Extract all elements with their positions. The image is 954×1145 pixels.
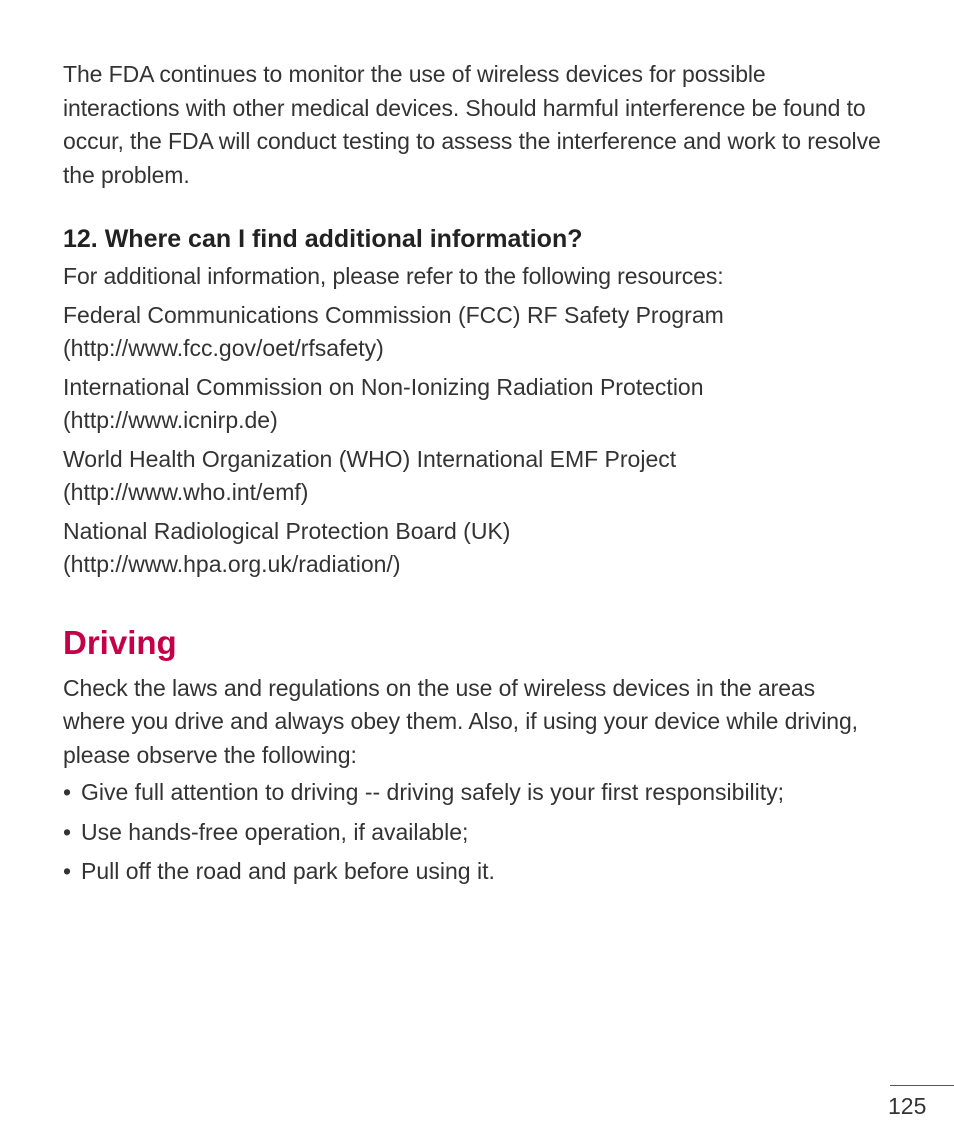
- bullet-dot: •: [63, 858, 72, 884]
- bullet-dot: •: [63, 779, 72, 805]
- resource-item-nrpb: [63, 515, 883, 582]
- page-number: 125: [888, 1093, 927, 1119]
- resource-url: (http://www.who.int/emf): [63, 479, 309, 505]
- resources-lead: For additional information, please refer to the following resources:: [63, 263, 724, 289]
- question-heading: 12. Where can I find additional information?: [63, 225, 583, 253]
- resource-name: National Radiological Protection Board (UK): [63, 517, 511, 544]
- resource-url: (http://www.icnirp.de): [63, 407, 278, 433]
- section-title-driving: Driving: [63, 623, 177, 661]
- resource-item-icnirp: [63, 371, 883, 438]
- footer-divider: [890, 1085, 954, 1086]
- bullet-text: Use hands-free operation, if available;: [81, 818, 469, 845]
- page-content: [63, 58, 883, 895]
- driving-paragraph: Check the laws and regulations on the use of wireless devices in the areas where you drive and always obey them. Also, if using your device while driving, please observe the following:: [63, 674, 858, 768]
- resource-item-who: [63, 443, 883, 510]
- bullet-dot: •: [63, 818, 72, 845]
- bullet-text: Pull off the road and park before using it.: [81, 858, 495, 884]
- resource-name: International Commission on Non-Ionizing Radiation Protection: [63, 373, 704, 400]
- driving-bullet-list: [63, 776, 883, 889]
- bullet-text: Give full attention to driving -- driving safely is your first responsibility;: [81, 779, 785, 805]
- resource-list: [63, 299, 883, 582]
- intro-paragraph: The FDA continues to monitor the use of wireless devices for possible interactions with other medical devices. Should harmful interference be found to occur, the FDA will conduct testing to assess the interference and work to resolve the problem.: [63, 61, 881, 188]
- bullet-item: [63, 776, 883, 810]
- resource-item-fcc: [63, 299, 883, 366]
- resource-url: (http://www.fcc.gov/oet/rfsafety): [63, 335, 384, 361]
- bullet-item: [63, 855, 883, 889]
- resource-name: Federal Communications Commission (FCC) RF Safety Program: [63, 301, 724, 328]
- bullet-item: [63, 816, 883, 850]
- resource-url: (http://www.hpa.org.uk/radiation/): [63, 551, 401, 577]
- resource-name: World Health Organization (WHO) International EMF Project: [63, 445, 677, 472]
